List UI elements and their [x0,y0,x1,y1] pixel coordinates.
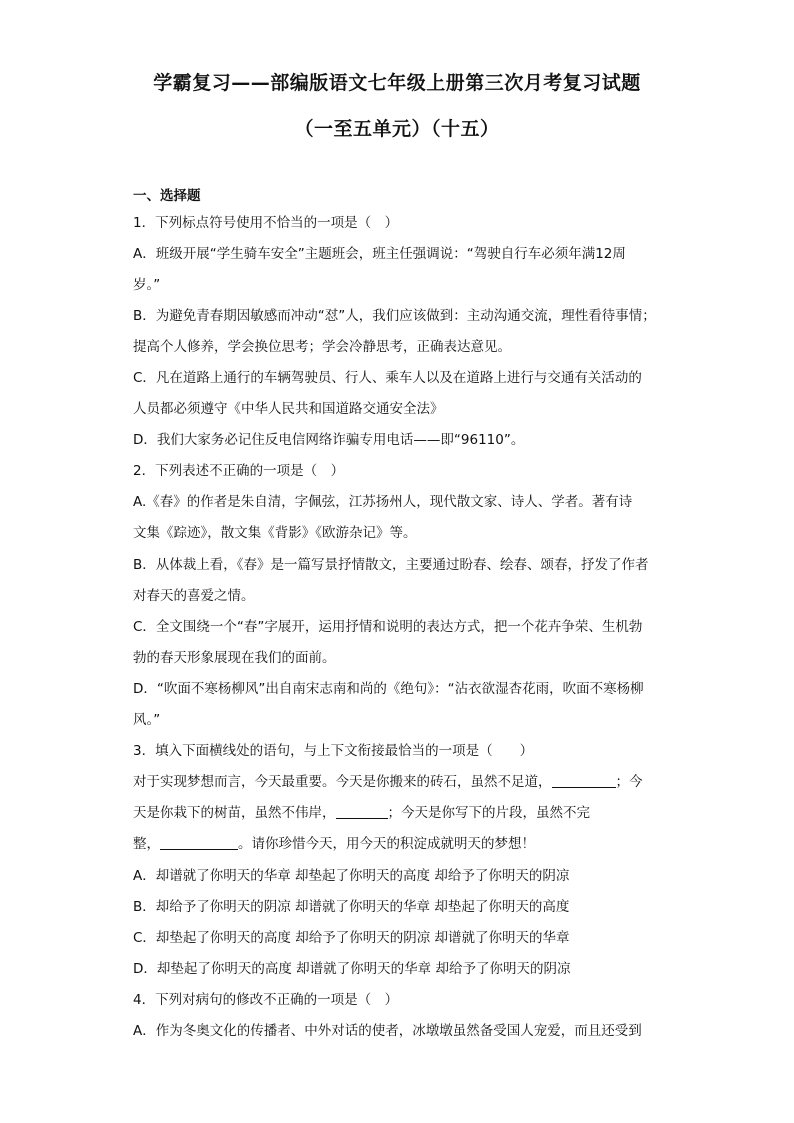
q1-option-d: D．我们大家务必记住反电信网络诈骗专用电话——即“96110”。 [133,432,525,448]
q2-option-c-cont: 勃的春天形象展现在我们的面前。 [133,650,336,666]
question-3-stem: 3．填入下面横线处的语句，与上下文衔接最恰当的一项是（ ） [133,743,534,759]
q3-option-d: D．却垫起了你明天的高度 却谱就了你明天的华章 却给予了你明天的阴凉 [133,961,571,977]
page-subtitle: （一至五单元）（十五） [294,118,500,140]
q3-passage-line-1 [133,772,673,792]
question-1-stem: 1．下列标点符号使用不恰当的一项是（ ） [133,215,399,231]
q3-passage-line-2 [133,803,673,823]
q1-option-b-cont: 提高个人修养，学会换位思考；学会冷静思考，正确表达意见。 [133,339,511,355]
q3-option-a: A．却谱就了你明天的华章 却垫起了你明天的高度 却给予了你明天的阴凉 [133,868,570,884]
q2-option-b: B．从体裁上看，《春》是一篇写景抒情散文，主要通过盼春、绘春、颂春，抒发了作者 [133,557,649,573]
q3-passage-line-3 [133,834,673,854]
q3-passage-text: 对于实现梦想而言，今天最重要。今天是你搬来的砖石，虽然不足道， [133,774,552,790]
q3-option-b: B．却给予了你明天的阴凉 却谱就了你明天的华章 却垫起了你明天的高度 [133,899,570,915]
q3-option-c: C．却垫起了你明天的高度 却给予了你明天的阴凉 却谱就了你明天的华章 [133,930,570,946]
q2-option-d-cont: 风。” [133,712,161,728]
q1-option-c: C．凡在道路上通行的车辆驾驶员、行人、乘车人以及在道路上进行与交通有关活动的 [133,370,642,386]
q1-option-c-cont: 人员都必须遵守《中华人民共和国道路交通安全法》 [133,401,444,417]
fill-blank-3 [160,835,238,850]
q1-option-a-cont: 岁。” [133,277,161,293]
q2-option-b-cont: 对春天的喜爱之情。 [133,588,255,604]
q4-option-a: A．作为冬奥文化的传播者、中外对话的使者，冰墩墩虽然备受国人宠爱，而且还受到 [133,1023,642,1039]
q2-option-a: A.《春》的作者是朱自清，字佩弦，江苏扬州人，现代散文家、诗人、学者。著有诗 [133,494,633,510]
q3-passage-text: ；今天是你写下的片段，虽然不完 [387,805,590,821]
section-heading: 一、选择题 [133,188,201,204]
fill-blank-2 [336,804,388,819]
page-title: 学霸复习——部编版语文七年级上册第三次月考复习试题 [153,72,641,94]
fill-blank-1 [552,773,616,788]
question-2-stem: 2．下列表述不正确的一项是（ ） [133,463,345,479]
q3-passage-text: 天是你栽下的树苗，虽然不伟岸， [133,805,336,821]
q3-passage-text: 。请你珍惜今天，用今天的积淀成就明天的梦想！ [238,836,535,852]
question-4-stem: 4．下列对病句的修改不正确的一项是（ ） [133,992,399,1008]
q2-option-a-cont: 文集《踪迹》，散文集《背影》《欧游杂记》等。 [133,525,417,541]
q2-option-c: C．全文围绕一个“春”字展开，运用抒情和说明的表达方式，把一个花卉争荣、生机勃 [133,619,643,635]
q3-passage-text: 整， [133,836,160,852]
q3-passage-text: ；今 [615,774,643,790]
q1-option-a: A．班级开展“学生骑车安全”主题班会，班主任强调说：“驾驶自行车必须年满12周 [133,246,626,262]
q2-option-d: D．“吹面不寒杨柳风”出自南宋志南和尚的《绝句》：“沾衣欲湿杏花雨，吹面不寒杨柳 [133,681,644,697]
q1-option-b: B．为避免青春期因敏感而冲动“怼”人，我们应该做到：主动沟通交流，理性看待事情； [133,308,656,324]
